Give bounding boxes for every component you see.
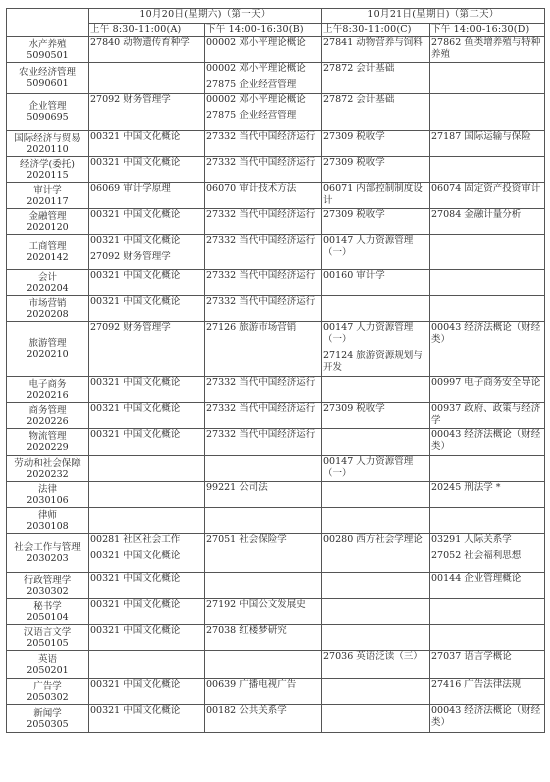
major-cell [7,377,89,403]
slot-a-cell [89,209,205,235]
slot-a-cell [89,403,205,429]
course-entry: 27052 社会福利思想 [431,550,522,561]
slot-a-cell [89,573,205,599]
slot-a-cell [89,377,205,403]
slot-a-cell [89,429,205,456]
major-code: 2020210 [26,349,69,360]
major-name: 律师 [37,509,57,521]
slot-d-cell [430,209,545,235]
slot-c-cell [322,651,430,679]
slot-a-cell [89,131,205,157]
slot-b-header: 下午 14:00-16:30(B) [205,24,322,37]
major-cell [7,456,89,482]
course-entry: 27872 会计基础 [323,63,395,74]
schedule-row [7,429,545,456]
slot-c-cell [322,377,430,403]
course-entry: 00321 中国文化概论 [90,429,181,440]
major-name: 会计 [37,271,57,283]
slot-d-cell [430,63,545,94]
slot-d-cell [430,625,545,651]
slot-d-cell [430,705,545,733]
slot-b-cell [205,183,322,209]
slot-a-cell [89,482,205,508]
slot-c-cell [322,599,430,625]
schedule-row [7,482,545,508]
slot-c-cell [322,429,430,456]
course-entry: 27872 会计基础 [323,94,395,105]
major-code: 2050305 [26,718,69,730]
course-entry: 00144 企业管理概论 [431,573,522,584]
slot-a-cell [89,534,205,573]
course-entry: 00043 经济法概论（财经类） [431,705,541,728]
course-entry: 27332 当代中国经济运行 [206,403,316,414]
slot-b-cell [205,534,322,573]
slot-c-cell [322,37,430,63]
schedule-row [7,573,545,599]
slot-b-cell [205,235,322,270]
major-code: 2020208 [26,308,69,320]
schedule-row [7,296,545,322]
major-cell [7,131,89,157]
slot-a-cell [89,183,205,209]
major-code: 2030106 [26,494,69,506]
major-code: 2020204 [26,282,69,294]
schedule-row [7,456,545,482]
course-entry: 00321 中国文化概论 [90,599,181,610]
course-entry: 27084 金融计量分析 [431,209,522,220]
course-entry: 27124 旅游资源规划与开发 [323,350,423,373]
course-entry: 27309 税收学 [323,209,385,220]
slot-d-cell [430,235,545,270]
major-code: 2050302 [26,691,69,703]
slot-a-cell [89,679,205,705]
major-cell [7,403,89,429]
slot-b-cell [205,63,322,94]
slot-b-cell [205,625,322,651]
major-name: 社会工作与管理 [14,542,81,553]
slot-a-cell [89,296,205,322]
slot-a-cell [89,63,205,94]
major-name: 水产养殖 [28,38,67,50]
course-entry: 06071 内部控制制度设计 [323,183,423,206]
slot-b-cell [205,94,322,131]
slot-a-cell [89,508,205,534]
slot-c-cell [322,157,430,183]
schedule-row [7,235,545,270]
course-entry: 27841 动物营养与饲料 [323,37,423,48]
course-entry: 27332 当代中国经济运行 [206,270,316,281]
course-entry: 06069 审计学原理 [90,183,171,194]
major-cell [7,63,89,94]
major-code: 5090601 [26,78,69,89]
schedule-row [7,63,545,94]
course-entry: 00002 邓小平理论概论 [206,63,306,74]
major-cell [7,235,89,270]
slot-b-cell [205,296,322,322]
slot-c-cell [322,94,430,131]
slot-b-cell [205,377,322,403]
slot-a-cell [89,705,205,733]
slot-b-cell [205,651,322,679]
course-entry: 27332 当代中国经济运行 [206,296,316,307]
major-code: 2020229 [26,442,69,453]
course-entry: 06070 审计技术方法 [206,183,297,194]
major-cell [7,573,89,599]
slot-d-header: 下午 14:00-16:30(D) [430,24,545,37]
slot-b-cell [205,429,322,456]
slot-d-cell [430,296,545,322]
major-code: 2030302 [26,585,69,597]
major-name: 秘书学 [33,600,62,612]
slot-d-cell [430,37,545,63]
course-entry: 00321 中国文化概论 [90,235,181,246]
schedule-row [7,270,545,296]
slot-d-cell [430,183,545,209]
slot-d-cell [430,322,545,377]
day-header-row [7,9,545,24]
course-entry: 00043 经济法概论（财经类） [431,429,541,452]
slot-a-cell [89,322,205,377]
major-code: 2020115 [26,169,69,181]
major-cell [7,296,89,322]
major-code: 2030108 [26,520,69,532]
major-code: 2020226 [26,415,69,427]
major-code: 2050201 [26,664,69,676]
course-entry: 27332 当代中国经济运行 [206,131,316,142]
course-entry: 27187 国际运输与保险 [431,131,531,142]
slot-d-cell [430,157,545,183]
course-entry: 00321 中国文化概论 [90,270,181,281]
slot-a-cell [89,37,205,63]
major-code: 5090695 [26,112,69,123]
exam-schedule-table [6,8,545,733]
slot-a-cell [89,651,205,679]
major-name: 行政管理学 [23,574,72,586]
schedule-row [7,679,545,705]
major-cell [7,599,89,625]
course-entry: 27309 税收学 [323,403,385,414]
major-code: 2020117 [26,195,69,207]
major-cell [7,705,89,733]
slot-d-cell [430,534,545,573]
course-entry: 27051 社会保险学 [206,534,287,545]
schedule-body [7,37,545,733]
course-entry: 00147 人力资源管理（一） [323,456,414,479]
slot-c-cell [322,482,430,508]
course-entry: 00321 中国文化概论 [90,403,181,414]
course-entry: 27875 企业经营管理 [206,79,297,90]
slot-c-cell [322,63,430,94]
slot-b-cell [205,508,322,534]
major-cell [7,183,89,209]
schedule-row [7,183,545,209]
slot-d-cell [430,456,545,482]
slot-c-cell [322,235,430,270]
schedule-row [7,322,545,377]
major-name: 商务管理 [28,404,67,416]
slot-b-cell [205,705,322,733]
slot-c-cell [322,679,430,705]
major-code: 2020232 [26,468,69,480]
slot-b-cell [205,456,322,482]
major-cell [7,157,89,183]
slot-b-cell [205,679,322,705]
slot-b-cell [205,209,322,235]
major-code: 2020120 [26,221,69,233]
slot-a-cell [89,94,205,131]
slot-b-cell [205,157,322,183]
course-entry: 27092 财务管理学 [90,322,171,333]
course-entry: 27332 当代中国经济运行 [206,429,316,440]
course-entry: 00321 中国文化概论 [90,550,181,561]
course-entry: 00043 经济法概论（财经类） [431,322,541,345]
major-name: 电子商务 [28,378,67,390]
course-entry: 00321 中国文化概论 [90,705,181,716]
slot-d-cell [430,508,545,534]
course-entry: 27309 税收学 [323,131,385,142]
day-2-header: 10月21日(星期日)（第二天） [322,9,545,24]
major-code: 2050105 [26,637,69,649]
course-entry: 99221 公司法 [206,482,268,493]
course-entry: 27092 财务管理学 [90,94,171,105]
schedule-row [7,377,545,403]
major-cell [7,322,89,377]
slot-b-cell [205,403,322,429]
course-entry: 00281 社区社会工作 [90,534,181,545]
major-name: 市场营销 [28,297,67,309]
slot-c-cell [322,296,430,322]
slot-a-cell [89,599,205,625]
slot-b-cell [205,573,322,599]
course-entry: 00321 中国文化概论 [90,131,181,142]
course-entry: 20245 刑法学 * [431,482,501,493]
course-entry: 27309 税收学 [323,157,385,168]
course-entry: 00937 政府、政策与经济学 [431,403,541,426]
course-entry: 00280 西方社会学理论 [323,534,423,545]
schedule-row [7,403,545,429]
major-cell [7,209,89,235]
course-entry: 27332 当代中国经济运行 [206,235,316,246]
course-entry: 27192 中国公文发展史 [206,599,306,610]
course-entry: 00997 电子商务安全导论 [431,377,541,388]
major-cell [7,651,89,679]
schedule-row [7,94,545,131]
slot-d-cell [430,94,545,131]
slot-c-cell [322,534,430,573]
course-entry: 00321 中国文化概论 [90,625,181,636]
course-entry: 27037 语言学概论 [431,651,512,662]
schedule-row [7,157,545,183]
slot-b-cell [205,322,322,377]
exam-schedule-sheet [6,8,544,774]
slot-a-cell [89,157,205,183]
major-cell [7,534,89,573]
course-entry: 00321 中国文化概论 [90,377,181,388]
major-name: 金融管理 [28,210,67,222]
schedule-row [7,508,545,534]
schedule-row [7,599,545,625]
major-name: 英语 [37,653,57,665]
schedule-row [7,131,545,157]
major-name: 新闻学 [33,707,62,719]
course-entry: 27092 财务管理学 [90,251,171,262]
slot-d-cell [430,482,545,508]
course-entry: 00147 人力资源管理（一） [323,235,414,258]
slot-a-cell [89,270,205,296]
slot-b-cell [205,599,322,625]
slot-c-cell [322,625,430,651]
slot-d-cell [430,131,545,157]
major-name: 国际经济与贸易 [14,132,81,144]
major-name: 法律 [37,483,57,495]
schedule-row [7,705,545,733]
course-entry: 27875 企业经营管理 [206,110,297,121]
slot-d-cell [430,573,545,599]
slot-c-cell [322,270,430,296]
slot-d-cell [430,429,545,456]
slot-a-cell [89,235,205,270]
major-cell [7,482,89,508]
major-code: 2030203 [26,553,69,564]
course-entry: 00321 中国文化概论 [90,573,181,584]
slot-c-cell [322,705,430,733]
slot-a-cell [89,456,205,482]
major-cell [7,37,89,63]
course-entry: 27126 旅游市场营销 [206,322,297,333]
slot-c-header: 上午8:30-11:00(C) [322,24,430,37]
course-entry: 00321 中国文化概论 [90,157,181,168]
slot-d-cell [430,403,545,429]
course-entry: 06074 固定资产投资审计 [431,183,541,194]
slot-c-cell [322,573,430,599]
schedule-row [7,534,545,573]
course-entry: 00182 公共关系学 [206,705,287,716]
course-entry: 27332 当代中国经济运行 [206,377,316,388]
major-cell [7,625,89,651]
major-code: 2050104 [26,611,69,623]
slot-c-cell [322,403,430,429]
major-cell [7,94,89,131]
slot-a-header: 上午 8:30-11:00(A) [89,24,205,37]
course-entry: 27036 英语泛读（三） [323,651,423,662]
slot-b-cell [205,131,322,157]
course-entry: 27038 红楼梦研究 [206,625,287,636]
schedule-row [7,209,545,235]
major-name: 汉语言文学 [23,626,72,638]
major-cell [7,270,89,296]
slot-c-cell [322,131,430,157]
course-entry: 27332 当代中国经济运行 [206,209,316,220]
slot-d-cell [430,377,545,403]
course-entry: 00147 人力资源管理（一） [323,322,414,345]
course-entry: 00639 广播电视广告 [206,679,297,690]
course-entry: 00002 邓小平理论概论 [206,37,306,48]
major-code: 2020216 [26,389,69,401]
major-name: 审计学 [33,184,62,196]
course-entry: 00160 审计学 [323,270,385,281]
course-entry: 00321 中国文化概论 [90,296,181,307]
course-entry: 00321 中国文化概论 [90,209,181,220]
major-name: 广告学 [33,680,62,692]
major-cell [7,429,89,456]
schedule-row [7,37,545,63]
course-entry: 27332 当代中国经济运行 [206,157,316,168]
major-code: 2020110 [26,143,69,155]
major-name: 农业经济管理 [18,67,76,78]
schedule-row [7,651,545,679]
slot-c-cell [322,508,430,534]
major-code: 2020142 [26,252,69,263]
slot-d-cell [430,270,545,296]
major-code: 5090501 [26,49,69,61]
major-cell [7,508,89,534]
slot-d-cell [430,599,545,625]
slot-b-cell [205,482,322,508]
major-name: 物流管理 [28,431,67,442]
day-1-header: 10月20日(星期六)（第一天） [89,9,322,24]
slot-c-cell [322,322,430,377]
course-entry: 27416 广告法律法规 [431,679,522,690]
course-entry: 03291 人际关系学 [431,534,512,545]
slot-c-cell [322,456,430,482]
slot-b-cell [205,37,322,63]
major-name: 劳动和社会保障 [14,457,81,469]
major-name: 企业管理 [28,101,67,112]
course-entry: 27862 鱼类增养殖与特种养殖 [431,37,541,60]
slot-d-cell [430,679,545,705]
slot-c-cell [322,183,430,209]
schedule-row [7,625,545,651]
course-entry: 00321 中国文化概论 [90,679,181,690]
corner-cell [7,9,89,37]
slot-b-cell [205,270,322,296]
slot-c-cell [322,209,430,235]
course-entry: 27840 动物遗传育种学 [90,37,190,48]
major-name: 经济学(委托) [20,158,75,170]
major-name: 工商管理 [28,241,67,252]
major-name: 旅游管理 [28,338,67,349]
slot-d-cell [430,651,545,679]
slot-a-cell [89,625,205,651]
major-cell [7,679,89,705]
course-entry: 00002 邓小平理论概论 [206,94,306,105]
